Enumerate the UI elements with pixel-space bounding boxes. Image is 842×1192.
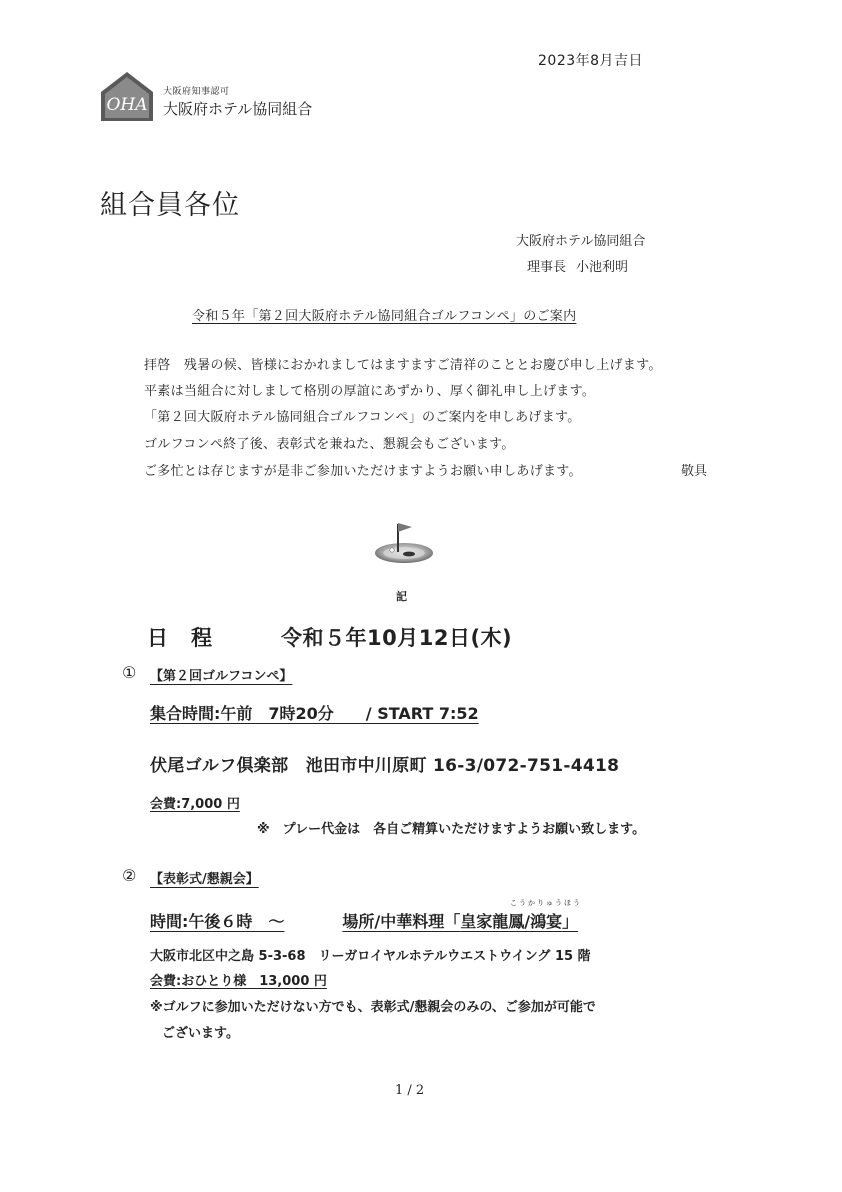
reception-fee: 会費:おひとり様 13,000 円 xyxy=(150,974,327,989)
sender-organization: 大阪府ホテル協同組合 xyxy=(516,234,646,249)
ki-marker: 記 xyxy=(396,590,407,603)
body-line: ご多忙とは存じますが是非ご参加いただけますようお願い申しあげます。 xyxy=(144,464,582,479)
section1-heading: 【第２回ゴルフコンペ】 xyxy=(150,669,293,684)
oha-house-logo-icon xyxy=(99,70,155,122)
meeting-time: 集合時間:午前 7時20分 / START 7:52 xyxy=(150,704,479,723)
reception-address: 大阪市北区中之島 5-3-68 リーガロイヤルホテルウエストウイング 15 階 xyxy=(150,949,591,964)
sender-title: 理事長 xyxy=(527,260,567,275)
reception-place-prefix: 場所/中華料理「 xyxy=(342,912,461,931)
schedule-label: 日程 xyxy=(147,626,235,650)
reception-note-line2: ございます。 xyxy=(162,1026,239,1041)
body-line: 「第２回大阪府ホテル協同組合ゴルフコンペ」のご案内を申しあげます。 xyxy=(144,410,581,425)
reception-place-name: 皇家龍鳳/鴻宴 xyxy=(460,912,563,931)
body-line: ゴルフコンペ終了後、表彰式を兼ねた、懇親会もございます。 xyxy=(144,437,515,452)
document-date: 2023年8月吉日 xyxy=(538,53,644,69)
logo-subtitle: 大阪府知事認可 xyxy=(163,87,230,97)
golf-flag-icon xyxy=(373,520,435,566)
svg-text:OHA: OHA xyxy=(106,95,148,115)
page-number: 1 / 2 xyxy=(395,1083,425,1098)
section2-number: ② xyxy=(122,866,137,885)
section2-heading: 【表彰式/懇親会】 xyxy=(150,872,259,887)
section1-number: ① xyxy=(122,663,137,682)
reception-place-suffix: 」 xyxy=(562,912,579,931)
addressee: 組合員各位 xyxy=(100,190,240,221)
golf-fee: 会費:7,000 円 xyxy=(150,797,240,812)
golf-note: ※ プレー代金は 各自ご精算いただけますようお願い致します。 xyxy=(257,822,646,837)
body-line: 平素は当組合に対しまして格別の厚誼にあずかり、厚く御礼申し上げます。 xyxy=(144,384,596,399)
reception-line xyxy=(150,909,578,932)
reception-time: 時間:午後６時 ～ xyxy=(150,912,285,931)
schedule-date: 令和５年10月12日(木) xyxy=(281,626,513,650)
closing-keigu: 敬具 xyxy=(681,464,708,479)
sender-name: 小池利明 xyxy=(576,260,629,275)
reception-note-line1: ※ゴルフに参加いただけない方でも、表彰式/懇親会のみの、ご参加が可能で xyxy=(150,1000,596,1015)
place-reading: こうかりゅうほう xyxy=(510,899,582,907)
body-line: 拝啓 残暑の候、皆様におかれましてはますますご清祥のこととお慶び申し上げます。 xyxy=(144,358,662,373)
document-title: 令和５年「第２回大阪府ホテル協同組合ゴルフコンペ」のご案内 xyxy=(192,309,577,324)
logo-organization-name: 大阪府ホテル協同組合 xyxy=(163,100,313,118)
golf-venue: 伏尾ゴルフ倶楽部 池田市中川原町 16-3/072-751-4418 xyxy=(150,756,620,776)
